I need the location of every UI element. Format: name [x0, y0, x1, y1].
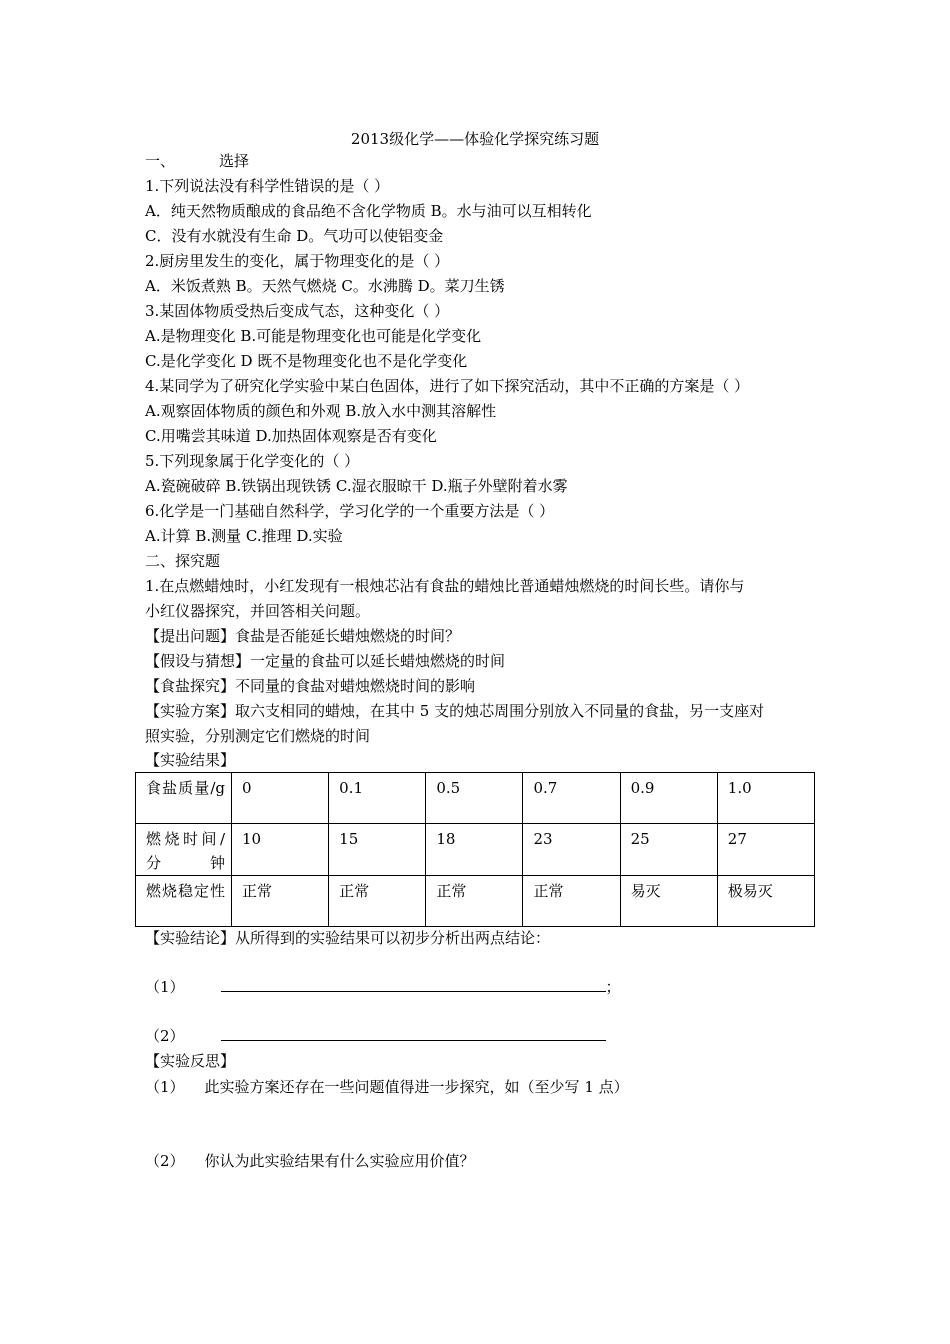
blank-1-suffix: ； [605, 978, 621, 996]
salt-inquiry: 【食盐探究】不同量的食盐对蜡烛燃烧时间的影响 [145, 677, 476, 695]
table-cell: 1.0 [717, 773, 814, 824]
table-cell: 0.7 [523, 773, 620, 824]
inquiry-intro-1: 1.在点燃蜡烛时，小红发现有一根烛芯沾有食盐的蜡烛比普通蜡烛燃烧的时间长些。请你与 [145, 577, 745, 595]
section1-title: 选择 [219, 152, 250, 170]
q3-stem: 3.某固体物质受热后变成气态，这种变化（ ） [145, 302, 450, 320]
table-cell: 25 [620, 824, 717, 876]
q5-options: A.瓷碗破碎 B.铁锅出现铁锈 C.湿衣服晾干 D.瓶子外壁附着水雾 [145, 477, 568, 495]
q2-stem: 2.厨房里发生的变化，属于物理变化的是（ ） [145, 252, 450, 270]
table-cell: 极易灭 [717, 876, 814, 927]
table-cell: 0 [232, 773, 329, 824]
q3-options-ab: A.是物理变化 B.可能是物理变化也可能是化学变化 [145, 327, 482, 345]
experiment-plan-2: 照实验，分别测定它们燃烧的时间 [145, 727, 371, 745]
q4-stem: 4.某同学为了研究化学实验中某白色固体，进行了如下探究活动，其中不正确的方案是（ ） [145, 377, 750, 395]
table-cell: 27 [717, 824, 814, 876]
q4-options-cd: C.用嘴尝其味道 D.加热固体观察是否有变化 [145, 427, 437, 445]
reflection-q1-text: 此实验方案还存在一些问题值得进一步探究，如（至少写 1 点） [204, 1078, 629, 1096]
table-row [136, 824, 815, 876]
table-cell: 正常 [232, 876, 329, 927]
reflection-q1 [145, 1077, 629, 1097]
section1-heading [145, 151, 249, 171]
reflection-q2 [145, 1151, 475, 1171]
q5-stem: 5.下列现象属于化学变化的（ ） [145, 452, 360, 470]
blank-2-label: （2） [145, 1027, 185, 1045]
table-cell: 正常 [329, 876, 426, 927]
conclusion-blank-2 [145, 1026, 606, 1046]
inquiry-intro-2: 小红仪器探究，并回答相关问题。 [145, 602, 371, 620]
row-label-salt-mass: 食盐质量/g [136, 773, 232, 824]
section2-heading: 二、探究题 [145, 552, 221, 570]
q4-options-ab: A.观察固体物质的颜色和外观 B.放入水中测其溶解性 [145, 402, 497, 420]
answer-line-2[interactable] [221, 1026, 606, 1041]
conclusion-prompt: 【实验结论】从所得到的实验结果可以初步分析出两点结论： [145, 929, 551, 947]
table-cell: 10 [232, 824, 329, 876]
q1-options-cd: C．没有水就没有生命 D。气功可以使铝变金 [145, 227, 444, 245]
table-cell: 0.1 [329, 773, 426, 824]
table-cell: 正常 [426, 876, 523, 927]
section1-number: 一、 [145, 152, 176, 170]
q6-options: A.计算 B.测量 C.推理 D.实验 [145, 527, 343, 545]
table-row [136, 773, 815, 824]
reflection-q2-label: （2） [145, 1152, 185, 1170]
table-cell: 0.5 [426, 773, 523, 824]
row-label-stability: 燃烧稳定性 [136, 876, 232, 927]
q6-stem: 6.化学是一门基础自然科学，学习化学的一个重要方法是（ ） [145, 502, 555, 520]
page-title: 2013级化学——体验化学探究练习题 [350, 130, 600, 148]
table-cell: 18 [426, 824, 523, 876]
raise-question: 【提出问题】食盐是否能延长蜡烛燃烧的时间？ [145, 627, 461, 645]
reflection-q2-text: 你认为此实验结果有什么实验应用价值？ [204, 1152, 475, 1170]
table-cell: 0.9 [620, 773, 717, 824]
q3-options-cd: C.是化学变化 D 既不是物理变化也不是化学变化 [145, 352, 468, 370]
table-cell: 23 [523, 824, 620, 876]
blank-1-label: （1） [145, 978, 185, 996]
table-cell: 15 [329, 824, 426, 876]
q2-options: A．米饭煮熟 B。天然气燃烧 C。水沸腾 D。菜刀生锈 [145, 277, 505, 295]
row-label-burn-time: 燃烧时间/分钟 [136, 824, 232, 876]
table-row [136, 876, 815, 927]
hypothesis: 【假设与猜想】一定量的食盐可以延长蜡烛燃烧的时间 [145, 652, 506, 670]
q1-stem: 1.下列说法没有科学性错误的是（ ） [145, 177, 390, 195]
answer-line-1[interactable] [221, 977, 606, 992]
reflection-q1-label: （1） [145, 1078, 185, 1096]
experiment-plan-1: 【实验方案】取六支相同的蜡烛，在其中 5 支的烛芯周围分别放入不同量的食盐，另一支座对 [145, 702, 765, 720]
results-table [135, 772, 815, 927]
conclusion-blank-1 [145, 977, 621, 997]
table-cell: 正常 [523, 876, 620, 927]
table-cell: 易灭 [620, 876, 717, 927]
results-heading: 【实验结果】 [145, 751, 236, 769]
reflection-heading: 【实验反思】 [145, 1052, 236, 1070]
q1-options-ab: A．纯天然物质酿成的食品绝不含化学物质 B。水与油可以互相转化 [145, 202, 592, 220]
